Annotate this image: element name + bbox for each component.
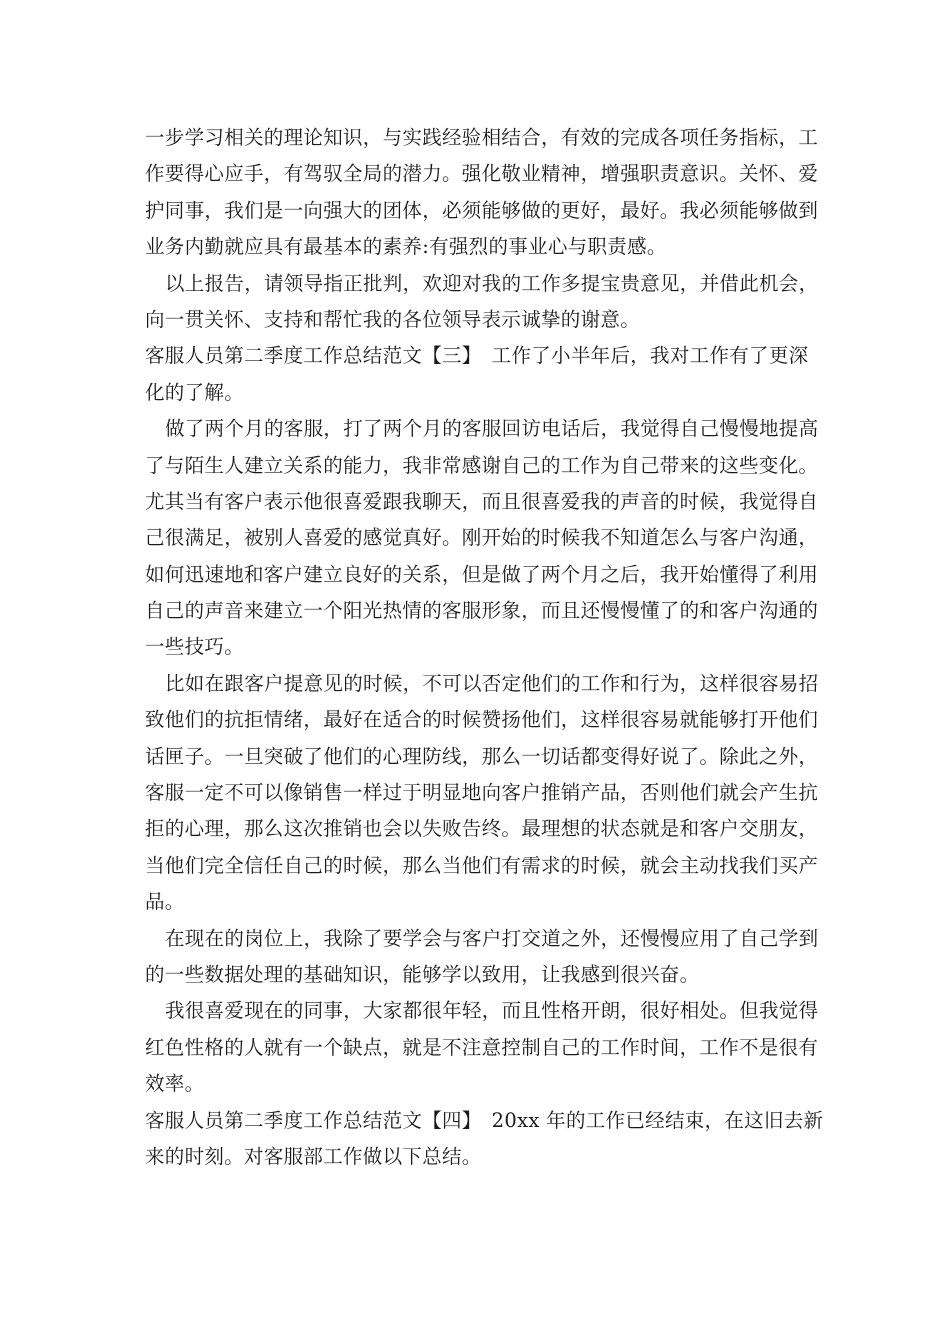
- section-heading-line: 客服人员第二季度工作总结范文【四】 20xx 年的工作已经结束，在这旧去新: [145, 1108, 824, 1132]
- text-line: 作要得心应手，有驾驭全局的潜力。强化敬业精神，增强职责意识。关怀、爱: [145, 162, 819, 186]
- text-line: 己很满足，被别人喜爱的感觉真好。刚开始的时候我不知道怎么与客户沟通，: [145, 526, 819, 550]
- text-line: 尤其当有客户表示他很喜爱跟我聊天，而且很喜爱我的声音的时候，我觉得自: [145, 489, 819, 513]
- text-line: 话匣子。一旦突破了他们的心理防线，那么一切话都变得好说了。除此之外，: [145, 744, 819, 768]
- text-line: 以上报告，请领导指正批判，欢迎对我的工作多提宝贵意见，并借此机会，: [165, 271, 819, 295]
- text-line: 在现在的岗位上，我除了要学会与客户打交道之外，还慢慢应用了自己学到: [165, 926, 819, 950]
- document-body: [145, 120, 824, 1175]
- text-line: 做了两个月的客服，打了两个月的客服回访电话后，我觉得自己慢慢地提高: [165, 417, 819, 441]
- section-heading-line: 客服人员第二季度工作总结范文【三】 工作了小半年后，我对工作有了更深: [145, 344, 809, 368]
- text-line: 业务内勤就应具有最基本的素养:有强烈的事业心与职责感。: [145, 235, 667, 259]
- text-line: 红色性格的人就有一个缺点，就是不注意控制自己的工作时间，工作不是很有: [145, 1035, 819, 1059]
- text-line: 一些技巧。: [145, 635, 245, 659]
- text-line: 护同事，我们是一向强大的团体，必须能够做的更好，最好。我必须能够做到: [145, 198, 819, 222]
- text-line: 化的了解。: [145, 380, 245, 404]
- text-line: 致他们的抗拒情绪，最好在适合的时候赞扬他们，这样很容易就能够打开他们: [145, 708, 819, 732]
- text-line: 的一些数据处理的基础知识，能够学以致用，让我感到很兴奋。: [145, 962, 700, 986]
- text-line: 拒的心理，那么这次推销也会以失败告终。最理想的状态就是和客户交朋友，: [145, 817, 819, 841]
- text-line: 客服一定不可以像销售一样过于明显地向客户推销产品，否则他们就会产生抗: [145, 781, 819, 805]
- text-line: 品。: [145, 890, 185, 914]
- text-line: 我很喜爱现在的同事，大家都很年轻，而且性格开朗，很好相处。但我觉得: [165, 999, 819, 1023]
- text-line: 当他们完全信任自己的时候，那么当他们有需求的时候，就会主动找我们买产: [145, 853, 819, 877]
- text-line: 一步学习相关的理论知识，与实践经验相结合，有效的完成各项任务指标，工: [145, 126, 819, 149]
- text-line: 自己的声音来建立一个阳光热情的客服形象，而且还慢慢懂了的和客户沟通的: [145, 599, 819, 623]
- text-line: 如何迅速地和客户建立良好的关系，但是做了两个月之后，我开始懂得了利用: [145, 562, 819, 586]
- text-line: 比如在跟客户提意见的时候，不可以否定他们的工作和行为，这样很容易招: [165, 671, 819, 695]
- text-line: 效率。: [145, 1072, 205, 1096]
- text-line: 来的时刻。对客服部工作做以下总结。: [145, 1144, 482, 1168]
- text-line: 向一贯关怀、支持和帮忙我的各位领导表示诚挚的谢意。: [145, 307, 641, 331]
- text-line: 了与陌生人建立关系的能力，我非常感谢自己的工作为自己带来的这些变化。: [145, 453, 819, 477]
